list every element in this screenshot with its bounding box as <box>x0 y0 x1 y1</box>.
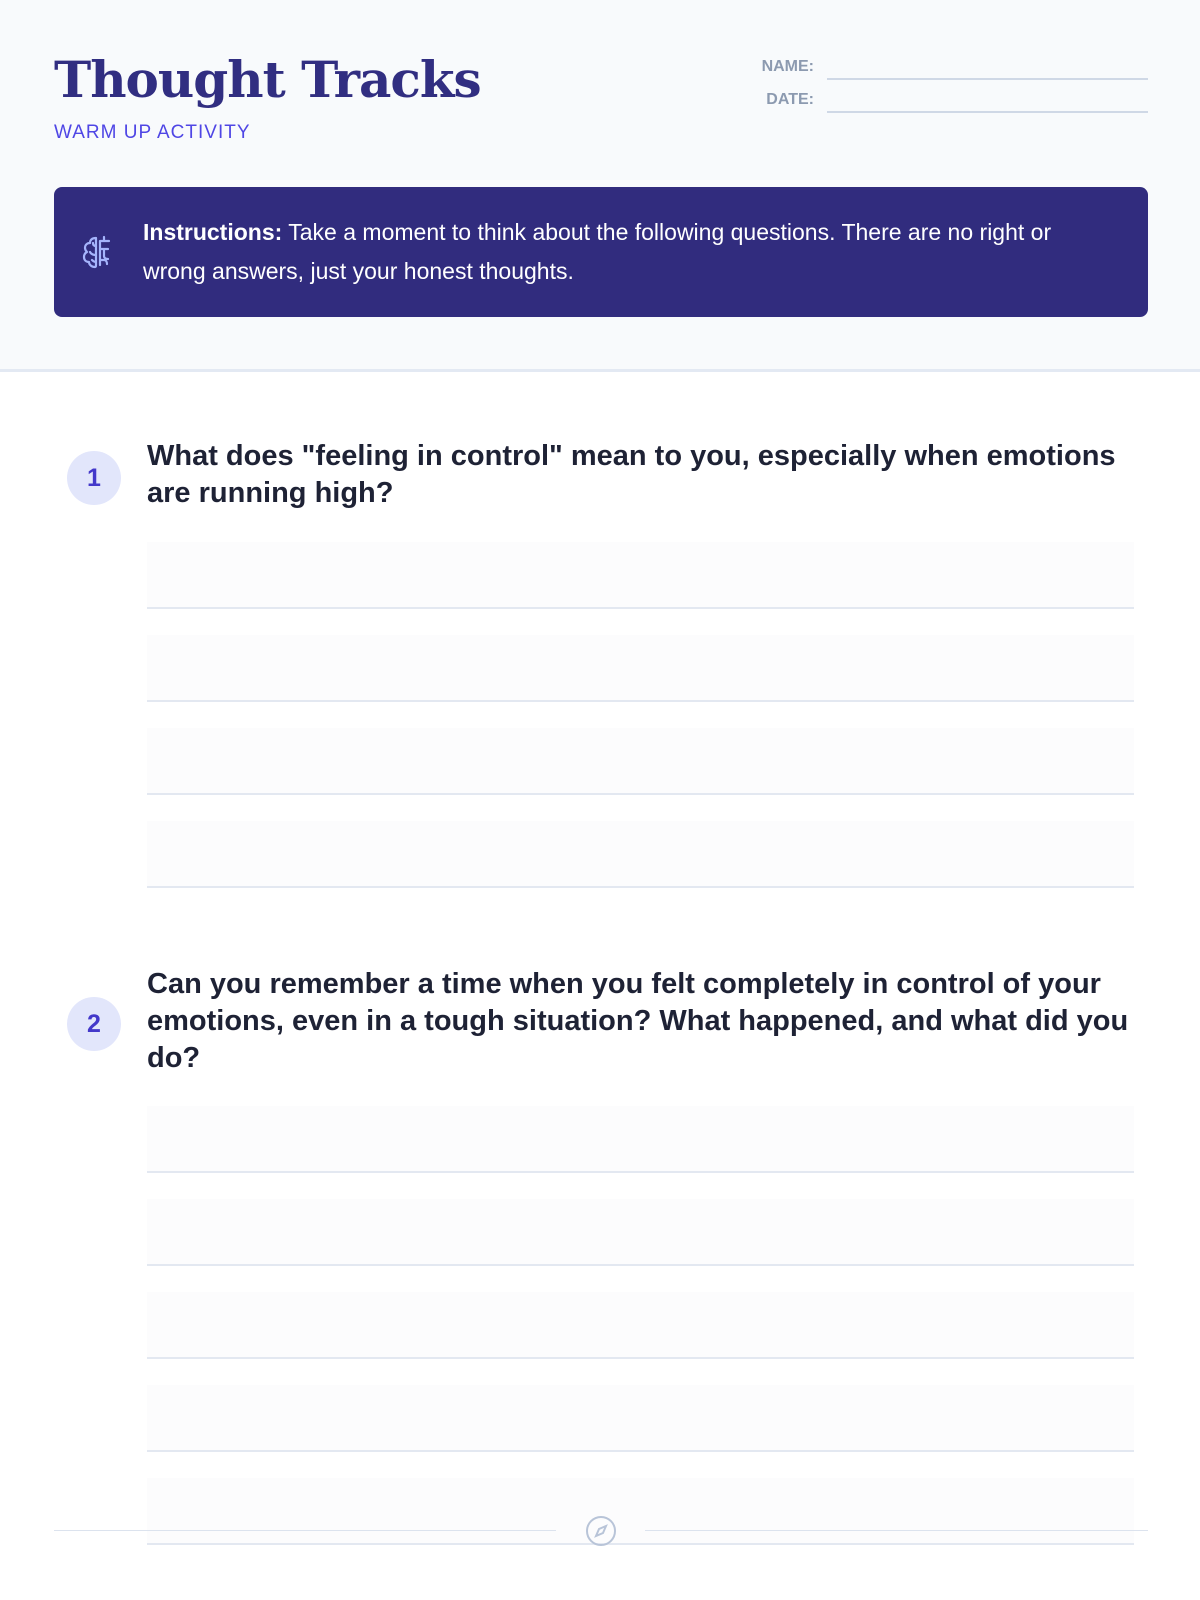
instructions-text <box>143 213 1103 291</box>
question-text: Can you remember a time when you felt completely in control of your emotions, even in a tough situation? What happened, and what did you do? <box>147 968 1129 1074</box>
brain-icon <box>80 233 116 271</box>
answer-line[interactable] <box>147 1478 1134 1545</box>
footer-divider-right <box>645 1530 1148 1531</box>
answer-line[interactable] <box>147 1385 1134 1452</box>
date-label: DATE: <box>766 91 814 108</box>
name-field[interactable] <box>740 56 1148 80</box>
question-number-badge: 2 <box>67 997 121 1051</box>
answer-line[interactable] <box>147 1292 1134 1359</box>
name-label: NAME: <box>761 58 814 75</box>
compass-icon <box>585 1515 617 1547</box>
instructions-box <box>54 187 1148 317</box>
answer-line[interactable] <box>147 728 1134 795</box>
instructions-body: Take a moment to think about the following questions. There are no right or wrong answers, just your honest thoughts. <box>143 219 1052 284</box>
answer-line[interactable] <box>147 542 1134 609</box>
answer-line[interactable] <box>147 1106 1134 1173</box>
page-subtitle: WARM UP ACTIVITY <box>54 122 251 143</box>
answer-line[interactable] <box>147 1199 1134 1266</box>
page-title: Thought Tracks <box>54 50 481 109</box>
name-line[interactable] <box>827 78 1148 80</box>
footer-divider-left <box>54 1530 556 1531</box>
question-number-badge: 1 <box>67 451 121 505</box>
date-field[interactable] <box>740 89 1148 113</box>
worksheet-header <box>0 0 1200 372</box>
date-line[interactable] <box>827 111 1148 113</box>
answer-line[interactable] <box>147 635 1134 702</box>
answer-line[interactable] <box>147 821 1134 888</box>
instructions-label: Instructions: <box>143 219 283 245</box>
question-text: What does "feeling in control" mean to you, especially when emotions are running high? <box>147 440 1116 509</box>
